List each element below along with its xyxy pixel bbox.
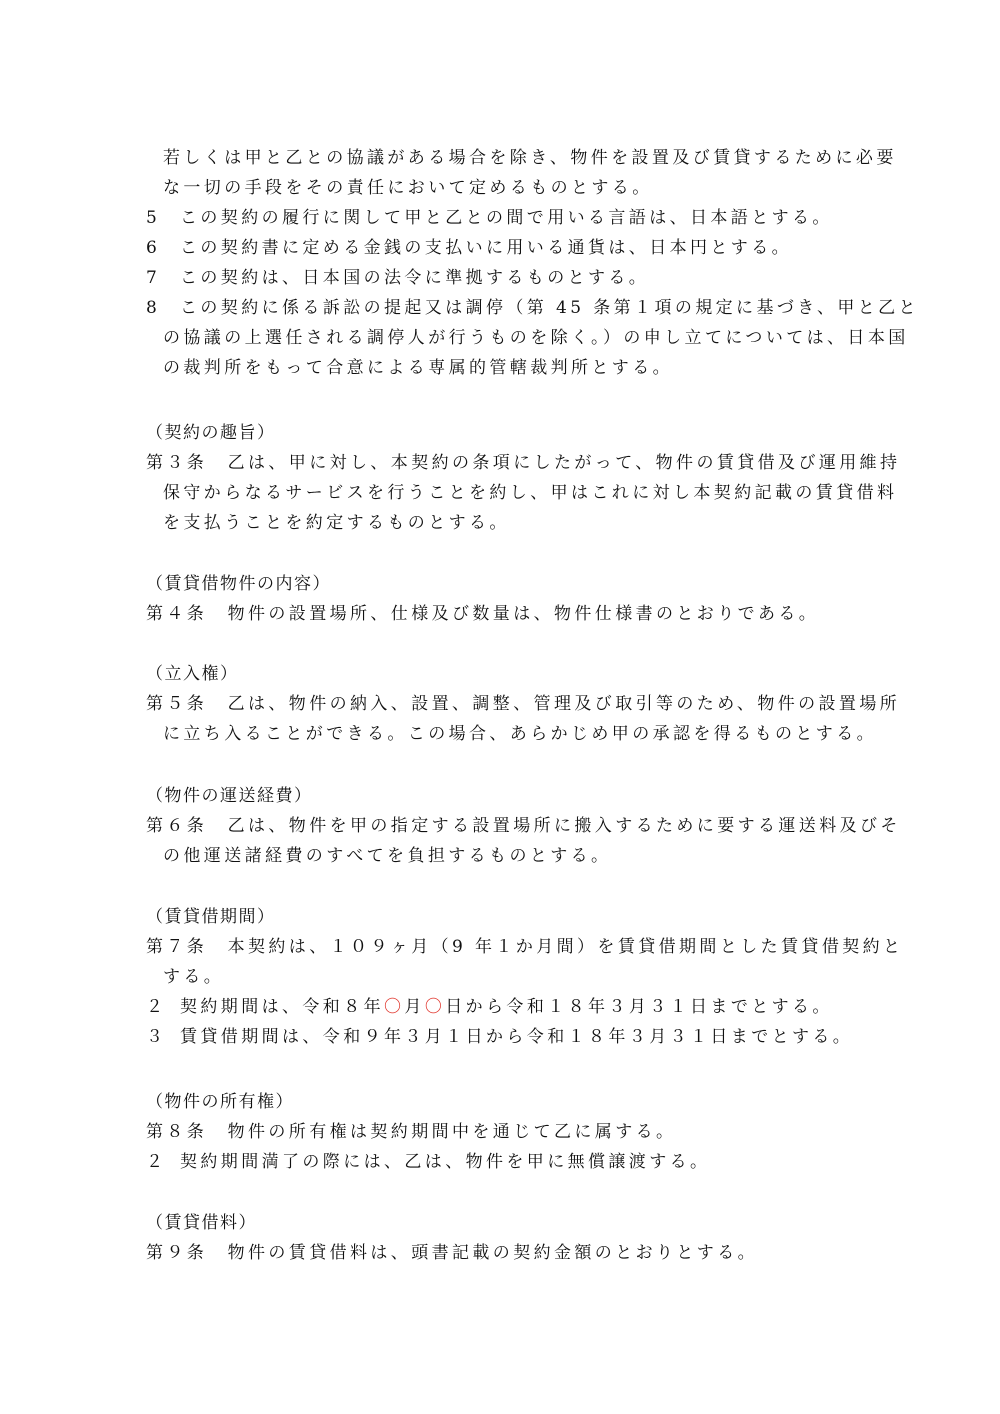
article7-line: する。 xyxy=(163,967,225,987)
article2-item xyxy=(146,266,649,290)
article7-heading: （賃貸借期間） xyxy=(146,907,276,927)
placeholder-circle: 〇 xyxy=(424,997,446,1017)
item-text: 契約期間は、令和８年 xyxy=(180,997,384,1017)
article2-paragraph-line: 若しくは甲と乙との協議がある場合を除き、物件を設置及び賃貸するために必要 xyxy=(163,148,897,168)
article7-item xyxy=(146,1025,853,1049)
item-text: 月 xyxy=(404,997,425,1017)
article7-item xyxy=(146,995,833,1019)
item-text: 契約期間満了の際には、乙は、物件を甲に無償譲渡する。 xyxy=(180,1152,711,1172)
article9-line: 第９条 物件の賃貸借料は、頭書記載の契約金額のとおりとする。 xyxy=(146,1243,758,1263)
placeholder-circle: 〇 xyxy=(384,997,405,1017)
article2-item xyxy=(146,236,792,260)
article2-item xyxy=(146,296,919,320)
item-text: 日から令和１８年３月３１日までとする。 xyxy=(445,997,833,1017)
article8-line: 第８条 物件の所有権は契約期間中を通じて乙に属する。 xyxy=(146,1122,677,1142)
item-number: ３ xyxy=(146,1027,167,1047)
article8-heading: （物件の所有権） xyxy=(146,1092,294,1112)
article6-heading: （物件の運送経費） xyxy=(146,786,313,806)
article8-item xyxy=(146,1150,710,1174)
item-number: ２ xyxy=(146,1152,167,1172)
article5-line: 第５条 乙は、物件の納入、設置、調整、管理及び取引等のため、物件の設置場所 xyxy=(146,694,901,714)
item-text: この契約は、日本国の法令に準拠するものとする。 xyxy=(180,268,650,288)
article5-heading: （立入権） xyxy=(146,664,239,684)
article6-line: の他運送諸経費のすべてを負担するものとする。 xyxy=(163,846,612,866)
article3-line: 第３条 乙は、甲に対し、本契約の条項にしたがって、物件の賃貸借及び運用維持 xyxy=(146,453,901,473)
article6-line: 第６条 乙は、物件を甲の指定する設置場所に搬入するために要する運送料及びそ xyxy=(146,816,901,836)
article7-line: 第７条 本契約は、１０９ヶ月（9 年１か月間）を賃貸借期間とした賃貸借契約と xyxy=(146,937,904,957)
item-number: 8 xyxy=(146,298,161,318)
item-text: 賃貸借期間は、令和９年３月１日から令和１８年３月３１日までとする。 xyxy=(180,1027,854,1047)
article3-line: 保守からなるサービスを行うことを約し、甲はこれに対し本契約記載の賃貸借料 xyxy=(163,483,898,503)
article2-item xyxy=(146,206,833,230)
article9-heading: （賃貸借料） xyxy=(146,1213,257,1233)
item-number: 5 xyxy=(146,208,161,228)
article4-heading: （賃貸借物件の内容） xyxy=(146,574,331,594)
article3-line: を支払うことを約定するものとする。 xyxy=(163,513,510,533)
article4-line: 第４条 物件の設置場所、仕様及び数量は、物件仕様書のとおりである。 xyxy=(146,604,820,624)
item-text: この契約書に定める金銭の支払いに用いる通貨は、日本円とする。 xyxy=(180,238,792,258)
article5-line: に立ち入ることができる。この場合、あらかじめ甲の承認を得るものとする。 xyxy=(163,724,877,744)
item-number: 6 xyxy=(146,238,161,258)
article2-item-continuation: の協議の上選任される調停人が行うものを除く。）の申し立てについては、日本国 xyxy=(163,328,909,348)
item-text: この契約に係る訴訟の提起又は調停（第 45 条第１項の規定に基づき、甲と乙と xyxy=(180,298,919,318)
item-number: ２ xyxy=(146,997,167,1017)
article2-paragraph-line: な一切の手段をその責任において定めるものとする。 xyxy=(163,178,653,198)
item-number: 7 xyxy=(146,268,161,288)
article2-item-continuation: の裁判所をもって合意による専属的管轄裁判所とする。 xyxy=(163,358,673,378)
item-text: この契約の履行に関して甲と乙との間で用いる言語は、日本語とする。 xyxy=(180,208,833,228)
article3-heading: （契約の趣旨） xyxy=(146,423,276,443)
